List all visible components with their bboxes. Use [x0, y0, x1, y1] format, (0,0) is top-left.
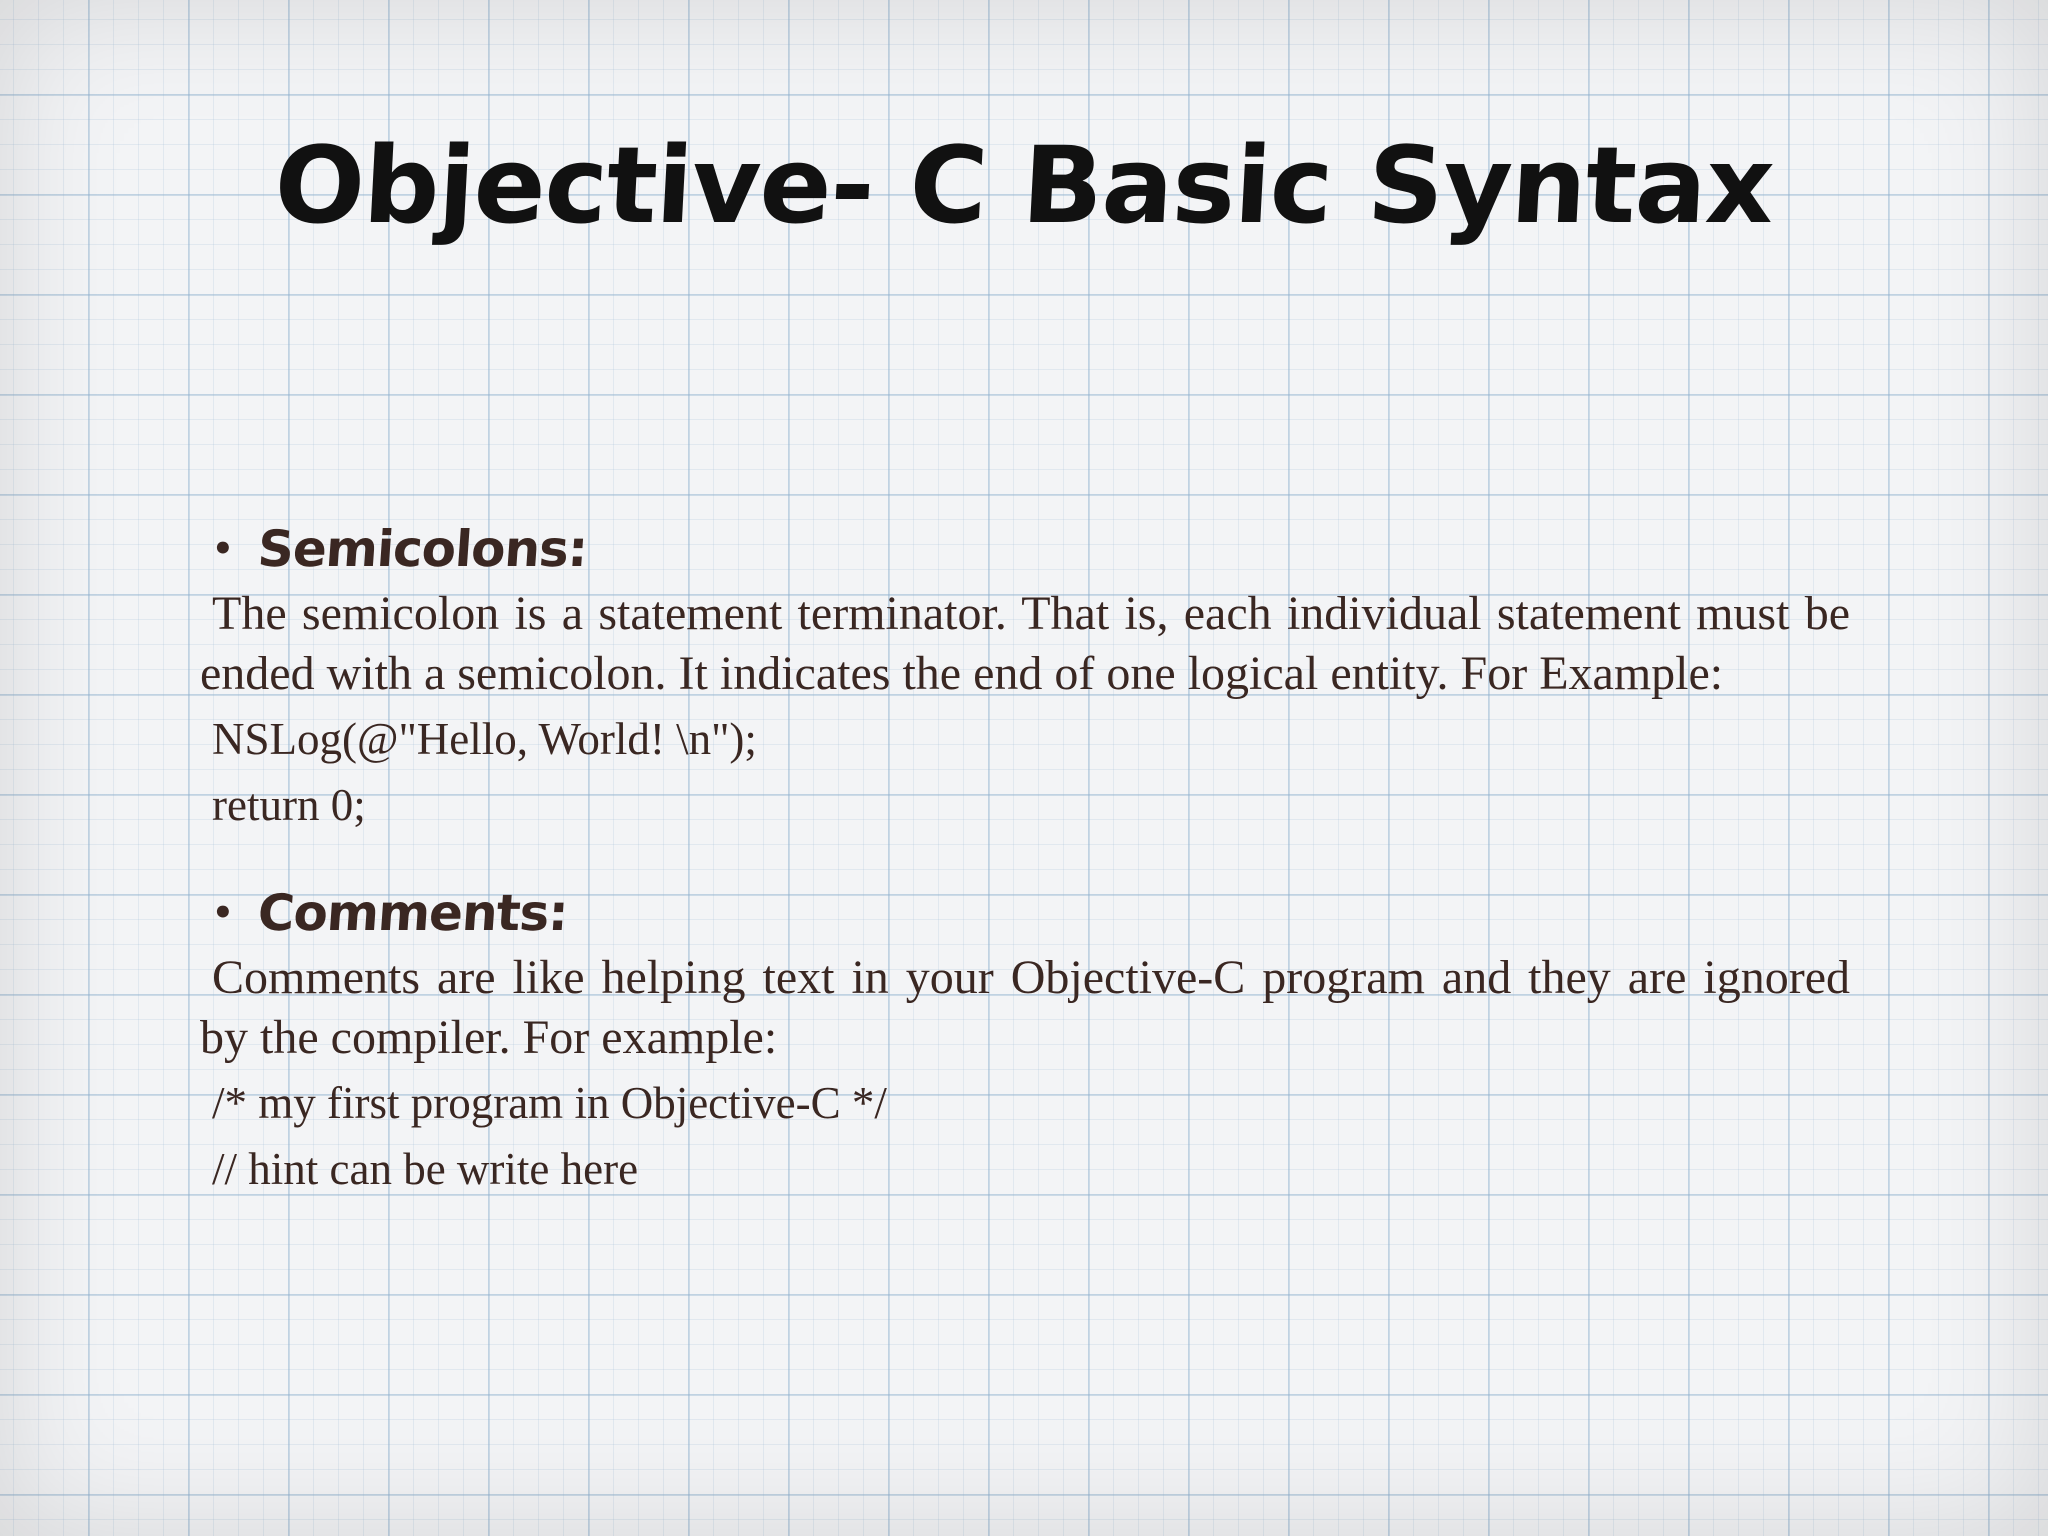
section-paragraph: Comments are like helping text in your Objective-C program and they are ignored by the compiler. For example:: [200, 951, 1850, 1064]
section-semicolons: [200, 520, 1850, 836]
slide-content: [200, 520, 1850, 1200]
section-header: [200, 884, 1850, 942]
section-paragraph: The semicolon is a statement terminator. That is, each individual statement must be ended with a semicolon. It indicates the end of one logical entity. For Example:: [200, 587, 1850, 700]
slide-title: Objective- C Basic Syntax: [271, 124, 1777, 247]
bullet-icon: •: [212, 529, 234, 569]
bullet-icon: •: [212, 893, 234, 933]
section-heading: Comments:: [255, 884, 570, 942]
section-header: [200, 520, 1850, 578]
code-line: /* my first program in Objective-C */: [212, 1078, 887, 1128]
code-line: NSLog(@"Hello, World! \n");: [212, 714, 757, 764]
code-line: return 0;: [212, 780, 366, 830]
section-comments: [200, 884, 1850, 1200]
code-line: // hint can be write here: [212, 1144, 639, 1194]
section-heading: Semicolons:: [255, 520, 590, 578]
